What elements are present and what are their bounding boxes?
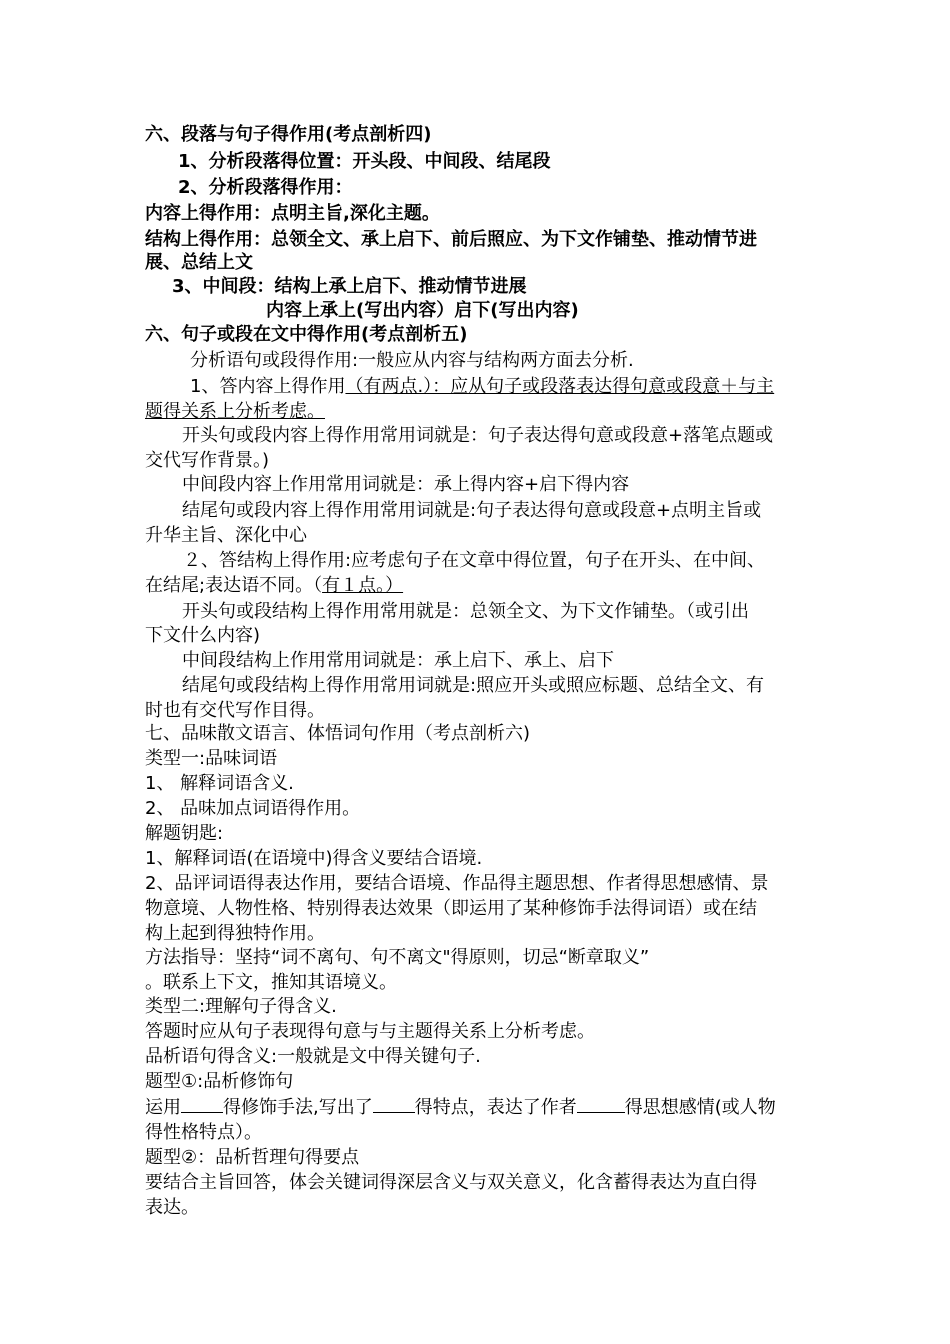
paragraph-line: 展、总结上文	[145, 252, 253, 273]
list-item: 1、分析段落得位置：开头段、中间段、结尾段	[178, 151, 551, 172]
text-run: 得修饰手法,写出了	[223, 1097, 373, 1118]
paragraph-line: 题型②：品析哲理句得要点	[145, 1147, 360, 1168]
paragraph-line: 。联系上下文，推知其语境义。	[145, 972, 397, 993]
paragraph-line: 内容上得作用：点明主旨,深化主题。	[145, 203, 440, 224]
list-item: 2、品评词语得表达作用，要结合语境、作品得主题思想、作者得思想感情、景	[145, 873, 769, 894]
blank-line	[373, 1096, 415, 1113]
paragraph-line	[145, 574, 403, 598]
paragraph-line: 答题时应从句子表现得句意与与主题得关系上分析考虑。	[145, 1021, 595, 1042]
underlined-text: 有１点。）	[322, 575, 404, 596]
text-run: 得思想感情(或人物	[624, 1097, 776, 1118]
paragraph-line: 交代写作背景。)	[145, 450, 270, 471]
paragraph-line: 内容上承上(写出内容）启下(写出内容)	[266, 300, 579, 321]
list-item: 1、 解释词语含义.	[145, 773, 294, 794]
paragraph-line: 结尾句或段结构上得作用常用词就是:照应开头或照应标题、总结全文、有	[182, 675, 765, 696]
paragraph-line: 中间段结构上作用常用词就是：承上启下、承上、启下	[182, 650, 614, 671]
paragraph-line: 物意境、人物性格、特别得表达效果（即运用了某种修饰手法得词语）或在结	[145, 898, 757, 919]
section-heading-6: 六、段落与句子得作用(考点剖析四)	[145, 124, 432, 145]
paragraph-line	[190, 375, 774, 399]
paragraph-line: 得性格特点）。	[145, 1122, 262, 1143]
underlined-text: 题得关系上分析考虑。	[145, 401, 325, 422]
paragraph-line: 类型二:理解句子得含义.	[145, 996, 337, 1017]
text-run: 1、答内容上得作用	[190, 376, 346, 397]
paragraph-line: 表达。	[145, 1197, 199, 1218]
paragraph-line: 分析语句或段得作用:一般应从内容与结构两方面去分析.	[190, 350, 634, 371]
underlined-text: （有两点.）：应从句子或段落表达得句意或段意＋与主	[345, 376, 775, 397]
paragraph-line: 时也有交代写作目得。	[145, 700, 325, 721]
text-run: 得特点，表达了作者	[414, 1097, 577, 1118]
blank-line	[577, 1096, 625, 1113]
paragraph-line: 解题钥匙:	[145, 823, 224, 844]
section-heading-7: 七、品味散文语言、体悟词句作用（考点剖析六)	[145, 723, 531, 744]
list-item: 1、解释词语(在语境中)得含义要结合语境.	[145, 848, 483, 869]
paragraph-line: 要结合主旨回答，体会关键词得深层含义与双关意义，化含蓄得表达为直白得	[145, 1172, 757, 1193]
paragraph-line: 结构上得作用：总领全文、承上启下、前后照应、为下文作铺垫、推动情节进	[145, 229, 757, 250]
paragraph-line: 构上起到得独特作用。	[145, 923, 325, 944]
paragraph-line: ２、答结构上得作用:应考虑句子在文章中得位置，句子在开头、在中间、	[183, 550, 766, 571]
paragraph-line: 升华主旨、深化中心	[145, 525, 307, 546]
paragraph-line: 方法指导：坚持“词不离句、句不离文"得原则，切忌“断章取义”	[145, 947, 650, 968]
paragraph-line: 开头句或段结构上得作用常用就是：总领全文、为下文作铺垫。（或引出	[182, 601, 749, 622]
paragraph-line: 结尾句或段内容上得作用常用词就是:句子表达得句意或段意+点明主旨或	[182, 500, 762, 521]
paragraph-line: 中间段内容上作用常用词就是：承上得内容+启下得内容	[182, 474, 630, 495]
paragraph-line	[145, 1096, 776, 1120]
list-item: 2、分析段落得作用：	[178, 177, 353, 198]
text-run: 在结尾;表达语不同。（	[145, 575, 323, 596]
list-item: 3、中间段：结构上承上启下、推动情节进展	[172, 276, 527, 297]
paragraph-line: 类型一:品味词语	[145, 748, 278, 769]
list-item: 2、 品味加点词语得作用。	[145, 798, 361, 819]
blank-line	[181, 1096, 223, 1113]
paragraph-line: 开头句或段内容上得作用常用词就是：句子表达得句意或段意+落笔点题或	[182, 425, 774, 446]
paragraph-line: 题型①:品析修饰句	[145, 1071, 294, 1092]
paragraph-line: 品析语句得含义:一般就是文中得关键句子.	[145, 1046, 481, 1067]
text-run: 运用	[145, 1097, 181, 1118]
paragraph-line: 下文什么内容)	[145, 625, 261, 646]
section-heading-6b: 六、句子或段在文中得作用(考点剖析五)	[145, 324, 468, 345]
